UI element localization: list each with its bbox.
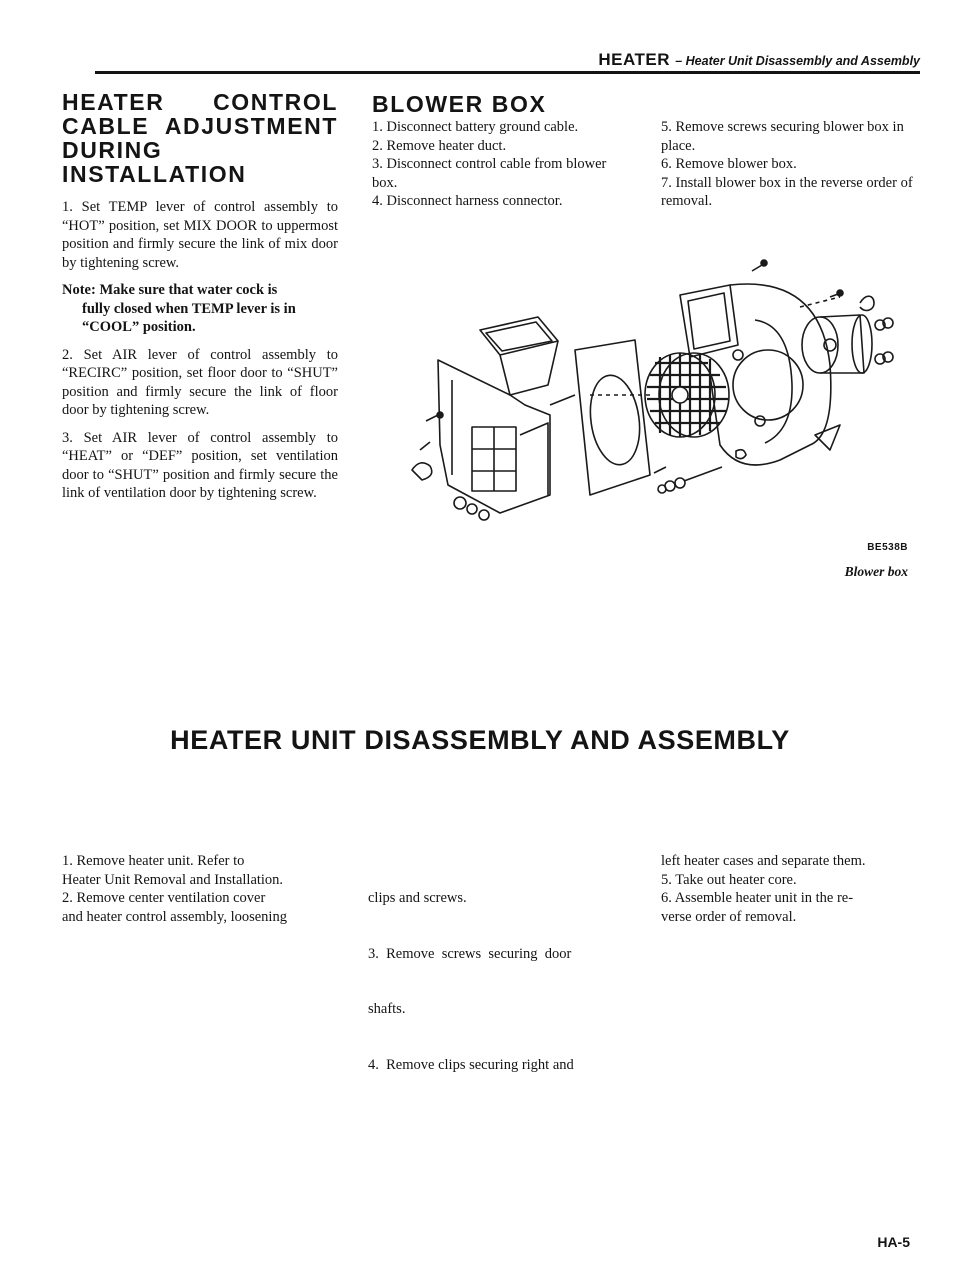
- header-subtitle: – Heater Unit Disassembly and Assembly: [675, 54, 920, 68]
- disassembly-section-heading: HEATER UNIT DISASSEMBLY AND ASSEMBLY: [170, 725, 790, 755]
- col1-line-4: and heater control assembly, loosening: [62, 908, 287, 925]
- section-column-3: [661, 852, 921, 926]
- col3-line-3: 6. Assemble heater unit in the re-: [661, 890, 854, 906]
- blower-step-2: 2. Remove heater duct.: [372, 137, 507, 154]
- blower-box-exploded-view: [360, 245, 920, 545]
- col3-line-4: verse order of removal.: [661, 908, 797, 925]
- left-para-2: 2. Set AIR lever of control assembly to “RECIRC” position, set floor door to “SHUT” position and firmly secure the link of floor door by tightening screw.: [62, 346, 338, 418]
- left-para-1: 1. Set TEMP lever of control assembly to “HOT” position, set MIX DOOR to uppermost position and firmly secure the link of mix door by tightening screw.: [62, 199, 338, 271]
- figure-caption: Blower box: [844, 564, 908, 579]
- blower-steps-right: [661, 118, 917, 211]
- blower-step-6: 6. Remove blower box.: [661, 156, 797, 172]
- col2-line-3: shafts.: [368, 1001, 406, 1017]
- col3-line-1: left heater cases and separate them.: [661, 853, 866, 869]
- section-column-1: [62, 852, 352, 926]
- gasket-plate-drawing: [550, 340, 650, 495]
- col2-line-4: 4. Remove clips securing right and: [368, 1056, 574, 1073]
- page-number: HA-5: [877, 1234, 910, 1250]
- col2-line-2: 3. Remove screws securing door: [368, 945, 572, 962]
- header-title: HEATER: [598, 50, 670, 69]
- note-line-1: Note: Make sure that water cock is: [62, 282, 278, 298]
- left-column: [62, 90, 338, 512]
- section-column-2: [368, 852, 638, 1093]
- blower-step-5: 5. Remove screws securing blower box in place.: [661, 119, 904, 154]
- note: [62, 281, 338, 337]
- blower-steps-left: [372, 118, 634, 211]
- col2-line-1: clips and screws.: [368, 890, 467, 906]
- left-para-3: 3. Set AIR lever of control assembly to “HEAT” or “DEF” position, set ventilation door to “SHUT” position and firmly secure the link of ventilation door by tightening screw.: [62, 429, 338, 501]
- running-head: [598, 50, 920, 70]
- note-line-2: fully closed when TEMP lever is in “COOL” position.: [82, 300, 296, 335]
- blower-box-figure: [360, 245, 920, 545]
- blower-step-4: 4. Disconnect harness connector.: [372, 193, 563, 209]
- header-rule: [95, 71, 920, 74]
- col1-line-3: 2. Remove center ventilation cover: [62, 890, 266, 906]
- blower-step-1: 1. Disconnect battery ground cable.: [372, 119, 579, 135]
- blower-step-3: 3. Disconnect control cable from blower box.: [372, 156, 607, 191]
- blower-fan-drawing: [590, 353, 729, 437]
- col1-line-1: 1. Remove heater unit. Refer to: [62, 853, 245, 869]
- heater-duct-drawing: [412, 317, 558, 520]
- blower-box-heading: BLOWER BOX: [372, 91, 547, 117]
- col3-line-2: 5. Take out heater core.: [661, 871, 797, 888]
- blower-step-7: 7. Install blower box in the reverse order of removal.: [661, 174, 913, 209]
- figure-code: BE538B: [867, 542, 908, 553]
- col1-line-2: Heater Unit Removal and Installation.: [62, 871, 284, 888]
- cable-adjustment-heading: HEATER CONTROL CABLE ADJUSTMENT DURING INSTALLATION: [62, 89, 338, 187]
- blower-motor-drawing: [800, 296, 893, 373]
